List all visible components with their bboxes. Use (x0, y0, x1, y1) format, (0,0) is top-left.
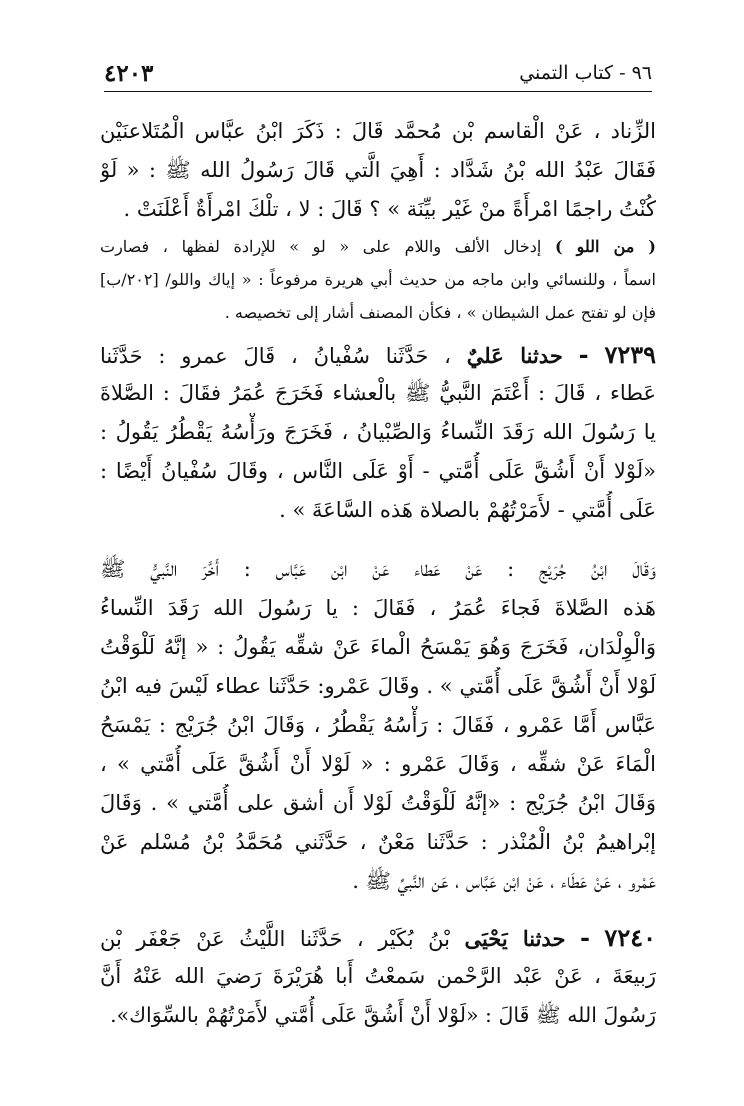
text-line: «لَوْلا أَنْ أَشُقَّ عَلَى أُمَّتي - أَوْ عَلَى النَّاس ، وقَالَ سُفْيانُ أَيْضًا : (100, 459, 656, 483)
hadith-7240 (100, 918, 656, 1035)
commentary-line: اسماً ، وللنسائي وابن ماجه من حديث أبي هريرة مرفوعاً : « إياك واللو/ [٢٠٢/ب] (100, 270, 656, 289)
text-line: وَالْوِلْدَان، فَخَرَجَ وَهُوَ يَمْسَحُ الْماءَ عَنْ شقِّه يَقُولُ : « إنَّهُ لَلْوَقْتُ (100, 635, 656, 659)
text-line: عَمْرو ، عَنْ عَطَاء ، عَنْ ابْن عَبَّاس ، عَن النَّبيِّ ﷺ . (352, 869, 656, 893)
hadith-heading-line: ٧٢٤٠ - حدثنا يَحْيَى بْنُ بُكَيْر ، حَدَّثَنا اللَّيْثُ عَنْ جَعْفَر بْن (100, 923, 656, 952)
hadith-text: ، حَدَّثَنا سُفْيانُ ، قَالَ عمرو : حَدَّثَنا (100, 344, 451, 368)
commentary-text: إدخال الألف واللام على « لو » للإرادة لفظها ، فصارت (100, 237, 542, 256)
hadith-number: ٧٢٣٩ (604, 340, 656, 369)
page-header (104, 56, 652, 92)
text-line: فَقَالَ عَبْدُ الله بْنُ شَدَّاد : أَهِيَ الَّتي قَالَ رَسُولُ الله ﷺ : « لَوْ (100, 158, 656, 182)
commentary (100, 230, 656, 329)
commentary-line: فإن لو تفتح عمل الشيطان » ، فكأن المصنف أشار إلى تخصيصه . (224, 303, 656, 322)
chapter-title: ٩٦ - كتاب التمني (519, 62, 652, 84)
text-line: لَوْلا أَنْ أَشُقَّ عَلَى أُمَّتي » . وقَالَ عَمْرو: حَدَّثَنا عطاء لَيْسَ فيه ابْنُ (100, 674, 656, 698)
hadith-opening: حدثنا عَليٌ (466, 343, 563, 368)
text-line: رَبيعَةَ ، عَنْ عَبْد الرَّحْمن سَمعْتُ أَبا هُرَيْرَةَ رَضيَ الله عَنْهُ أَنَّ (100, 964, 656, 988)
hadith-text: بْنُ بُكَيْر ، حَدَّثَنا اللَّيْثُ عَنْ جَعْفَر بْن (100, 927, 450, 951)
text-line: رَسُولَ الله ﷺ قَالَ : «لَوْلا أَنْ أَشُقَّ عَلَى أُمَّتي لأَمَرْتُهُمْ بالسِّوَاك». (110, 1003, 656, 1027)
passage-1 (100, 112, 656, 229)
page-number: ٤٢٠٣ (104, 60, 154, 87)
text-line: الزِّناد ، عَنْ الْقاسم بْن مُحمَّد قَالَ : ذَكَرَ ابْنُ عبَّاس الْمُتَلاعنَيْن (100, 119, 656, 143)
header-rule (104, 91, 652, 92)
text-line: يا رَسُولَ الله رَقَدَ النِّساءُ وَالصِّبْيانُ ، فَخَرَجَ ورَأْسُهُ يَقْطُرُ يَقُولُ : (100, 420, 656, 444)
hadith-opening: حدثنا يَحْيَى (464, 926, 566, 951)
text-line: عَطاء ، قَالَ : أَعْتَمَ النَّبيُّ ﷺ بالْعشاء فَخَرَجَ عُمَرُ فقَالَ : الصَّلاةَ (100, 381, 656, 405)
commentary-line (100, 230, 656, 263)
text-line: الْمَاءَ عَنْ شقِّه ، وَقَالَ عَمْرو : « لَوْلا أَنْ أَشُقَّ عَلَى أُمَّتي » ، (100, 752, 656, 776)
text-line: هَذه الصَّلاةَ فَجاءَ عُمَرُ ، فَقَالَ : يا رَسُولَ الله رَقَدَ النِّساءُ (100, 596, 656, 620)
text-line: عَبَّاس أَمَّا عَمْرو ، فَقَالَ : رَأْسُهُ يَقْطُرُ ، وَقَالَ ابْنُ جُرَيْج : يَمْسَحُ (100, 713, 656, 737)
text-line: كُنْتُ راجمًا امْرأَةً منْ غَيْر بيِّنَة » ؟ قَالَ : لا ، تلْكَ امْرأَةٌ أَعْلَنَتْ . (123, 197, 656, 221)
hadith-7239 (100, 335, 656, 530)
commentary-term: ( من اللو ) (554, 237, 656, 256)
text-line: وَقَالَ ابْنُ جُرَيْج : عَنْ عَطاء عَنْ ابْن عَبَّاس : أَخَّرَ النَّبيُّ ﷺ (100, 557, 656, 581)
text-line: عَلَى أُمَّتي - لأَمَرْتُهُمْ بالصلاة هَذه السَّاعَةَ » . (279, 498, 656, 522)
hadith-heading-line: ٧٢٣٩ - حدثنا عَليٌ ، حَدَّثَنا سُفْيانُ ، قَالَ عمرو : حَدَّثَنا (100, 340, 656, 369)
hadith-number: ٧٢٤٠ (604, 923, 656, 952)
text-line: وَقَالَ ابْنُ جُرَيْج : «إنَّهُ لَلْوَقْتُ لَوْلا أَن أشق على أُمَّتي » . وَقَالَ (100, 791, 656, 815)
passage-2 (100, 550, 656, 901)
text-line: إبْراهيمُ بْنُ الْمُنْذر : حَدَّثَنا مَعْنٌ ، حَدَّثَني مُحَمَّدُ بْنُ مُسْلم عَنْ (100, 830, 656, 854)
